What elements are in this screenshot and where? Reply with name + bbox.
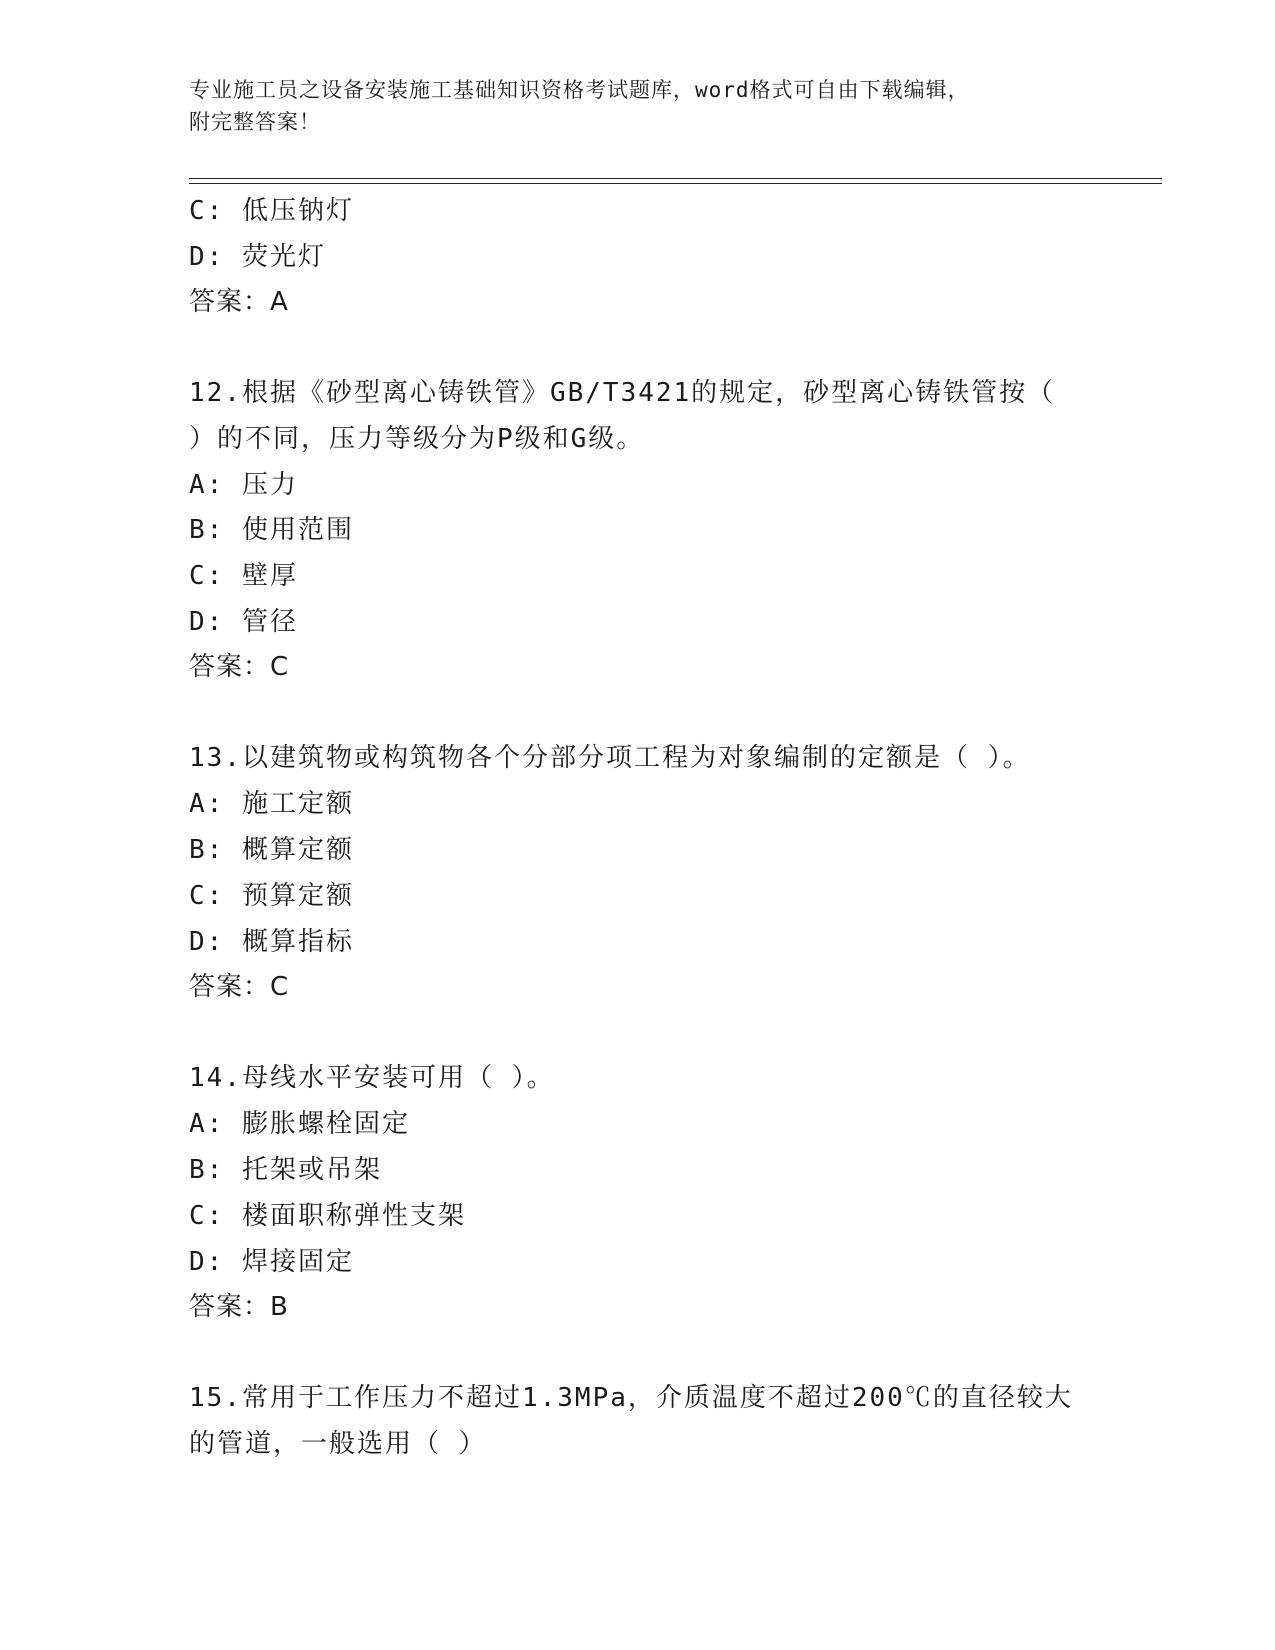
question-12-option-d: D: 管径 [189,607,298,637]
question-14-answer: 答案：B [189,1292,289,1322]
answer-line: 答案：A [189,287,289,317]
question-13-option-d: D: 概算指标 [189,927,354,957]
question-13-answer: 答案：C [189,972,290,1002]
option-c: C: 低压钠灯 [189,196,354,226]
header-line-1: 专业施工员之设备安装施工基础知识资格考试题库，word格式可自由下载编辑， [189,78,970,102]
question-12-option-c: C: 壁厚 [189,561,298,591]
header-divider-top [189,178,1162,179]
question-12-stem-line-1: 12.根据《砂型离心铸铁管》GB/T3421的规定，砂型离心铸铁管按（ [189,378,1056,408]
question-13-stem-line-1: 13.以建筑物或构筑物各个分部分项工程为对象编制的定额是（ ）。 [189,743,1031,773]
question-14-option-b: B: 托架或吊架 [189,1155,382,1185]
question-14-stem-line-1: 14.母线水平安装可用（ ）。 [189,1063,555,1093]
question-12-option-a: A: 压力 [189,470,298,500]
question-12-option-b: B: 使用范围 [189,515,354,545]
header-line-2: 附完整答案！ [189,110,321,134]
question-12-answer: 答案：C [189,652,290,682]
question-13-option-c: C: 预算定额 [189,881,354,911]
option-d: D: 荧光灯 [189,242,326,272]
question-13-option-b: B: 概算定额 [189,835,354,865]
question-13-option-a: A: 施工定额 [189,789,354,819]
question-14-option-c: C: 楼面职称弹性支架 [189,1201,466,1231]
question-12-stem-line-2: ）的不同，压力等级分为P级和G级。 [189,424,645,454]
question-15-stem-line-2: 的管道，一般选用（ ） [189,1429,487,1459]
question-14-option-d: D: 焊接固定 [189,1247,354,1277]
document-header [189,74,1089,138]
header-divider-bottom [189,183,1162,184]
question-14-option-a: A: 膨胀螺栓固定 [189,1109,410,1139]
question-15-stem-line-1: 15.常用于工作压力不超过1.3MPa，介质温度不超过200℃的直径较大 [189,1383,1073,1413]
